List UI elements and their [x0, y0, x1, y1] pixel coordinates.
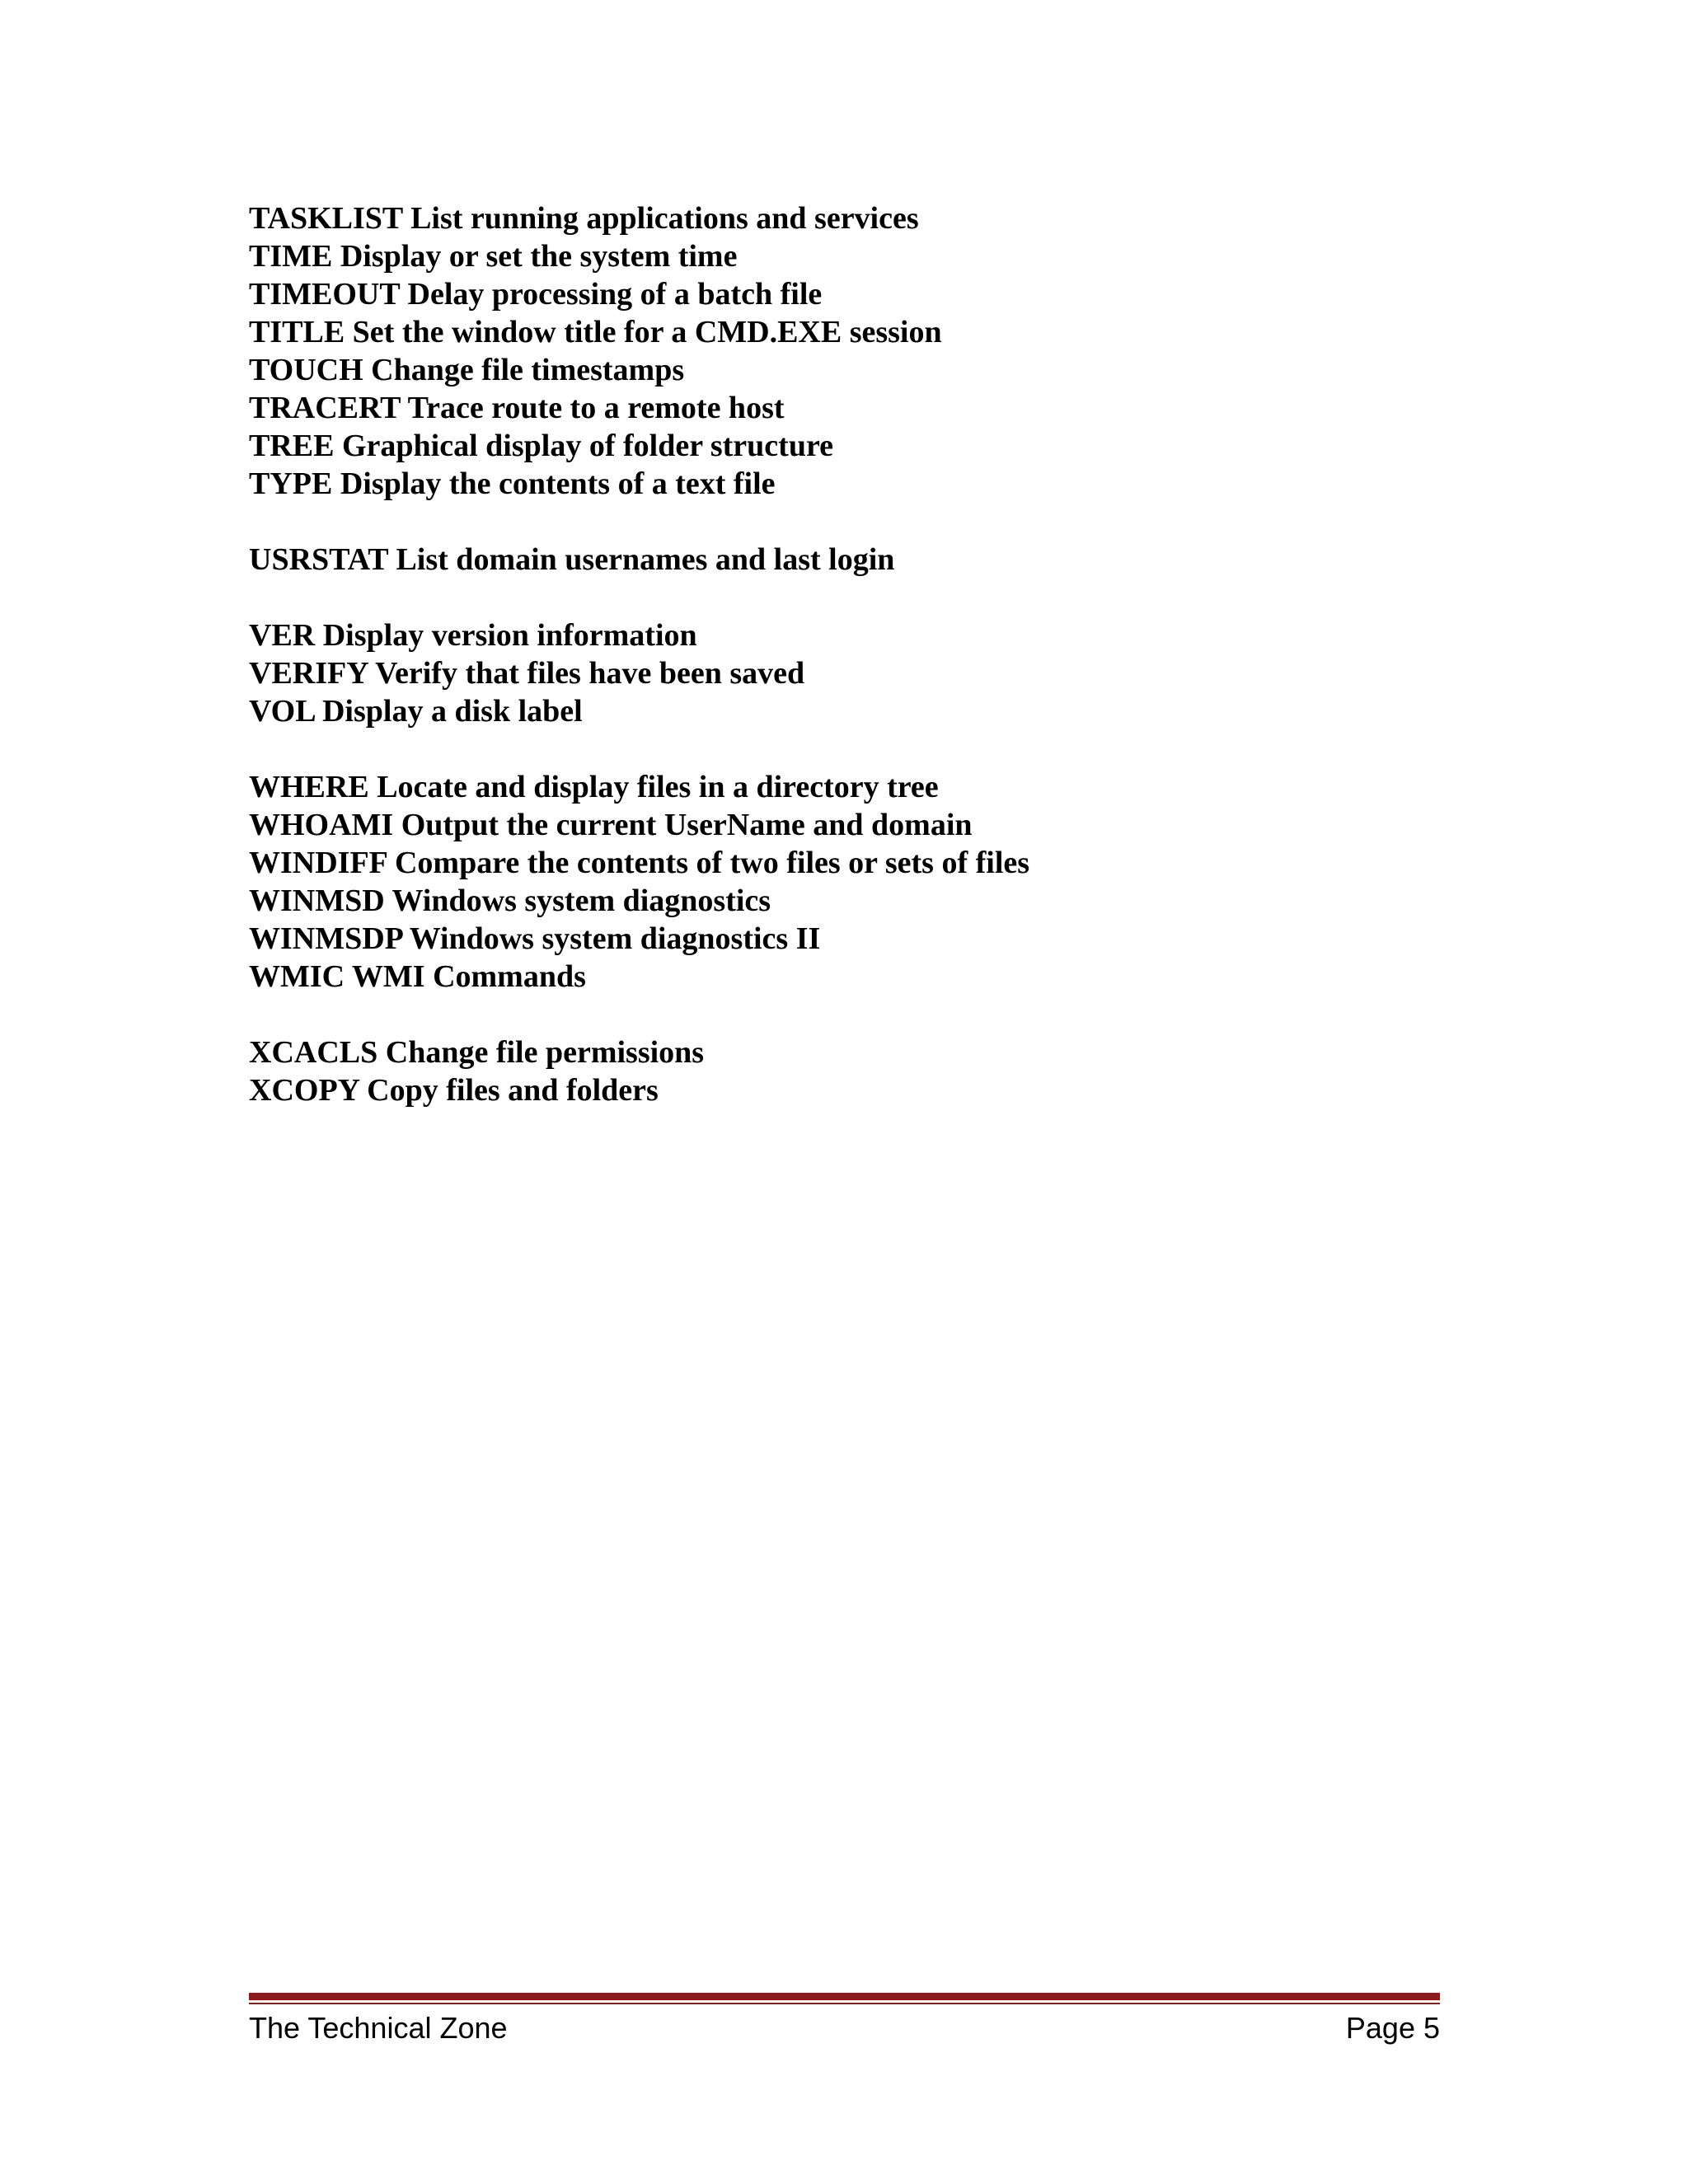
- command-line: VERIFY Verify that files have been saved: [249, 656, 805, 691]
- command-group-v: [249, 616, 1444, 730]
- command-line: TREE Graphical display of folder structure: [249, 429, 834, 463]
- footer-rule-thick: [249, 1993, 1440, 2000]
- command-group-w: [249, 768, 1444, 996]
- command-group-u: [249, 541, 1444, 579]
- command-line: XCOPY Copy files and folders: [249, 1073, 659, 1108]
- command-line: WINDIFF Compare the contents of two files or sets of files: [249, 846, 1030, 880]
- command-line: VOL Display a disk label: [249, 694, 583, 729]
- command-list: [249, 199, 1444, 1109]
- command-group-t: [249, 199, 1444, 503]
- footer-title: The Technical Zone: [249, 2011, 508, 2045]
- command-line: WMIC WMI Commands: [249, 959, 586, 994]
- command-line: TIMEOUT Delay processing of a batch file: [249, 277, 823, 312]
- command-line: WHERE Locate and display files in a directory tree: [249, 770, 939, 804]
- command-line: XCACLS Change file permissions: [249, 1035, 705, 1070]
- footer-rule: [249, 1993, 1440, 2004]
- command-line: TYPE Display the contents of a text file: [249, 466, 776, 501]
- command-line: USRSTAT List domain usernames and last login: [249, 542, 895, 577]
- command-line: TIME Display or set the system time: [249, 239, 738, 274]
- command-line: WHOAMI Output the current UserName and domain: [249, 808, 973, 842]
- command-line: WINMSDP Windows system diagnostics II: [249, 921, 821, 956]
- command-line: TITLE Set the window title for a CMD.EXE session: [249, 315, 942, 349]
- command-line: WINMSD Windows system diagnostics: [249, 883, 771, 918]
- command-line: TRACERT Trace route to a remote host: [249, 391, 785, 425]
- footer-rule-thin: [249, 2003, 1440, 2004]
- page-footer: [249, 2008, 1440, 2049]
- page-number: Page 5: [1345, 2011, 1440, 2045]
- command-line: TOUCH Change file timestamps: [249, 353, 685, 387]
- command-line: VER Display version information: [249, 618, 697, 653]
- command-line: TASKLIST List running applications and services: [249, 201, 919, 236]
- command-group-x: [249, 1033, 1444, 1109]
